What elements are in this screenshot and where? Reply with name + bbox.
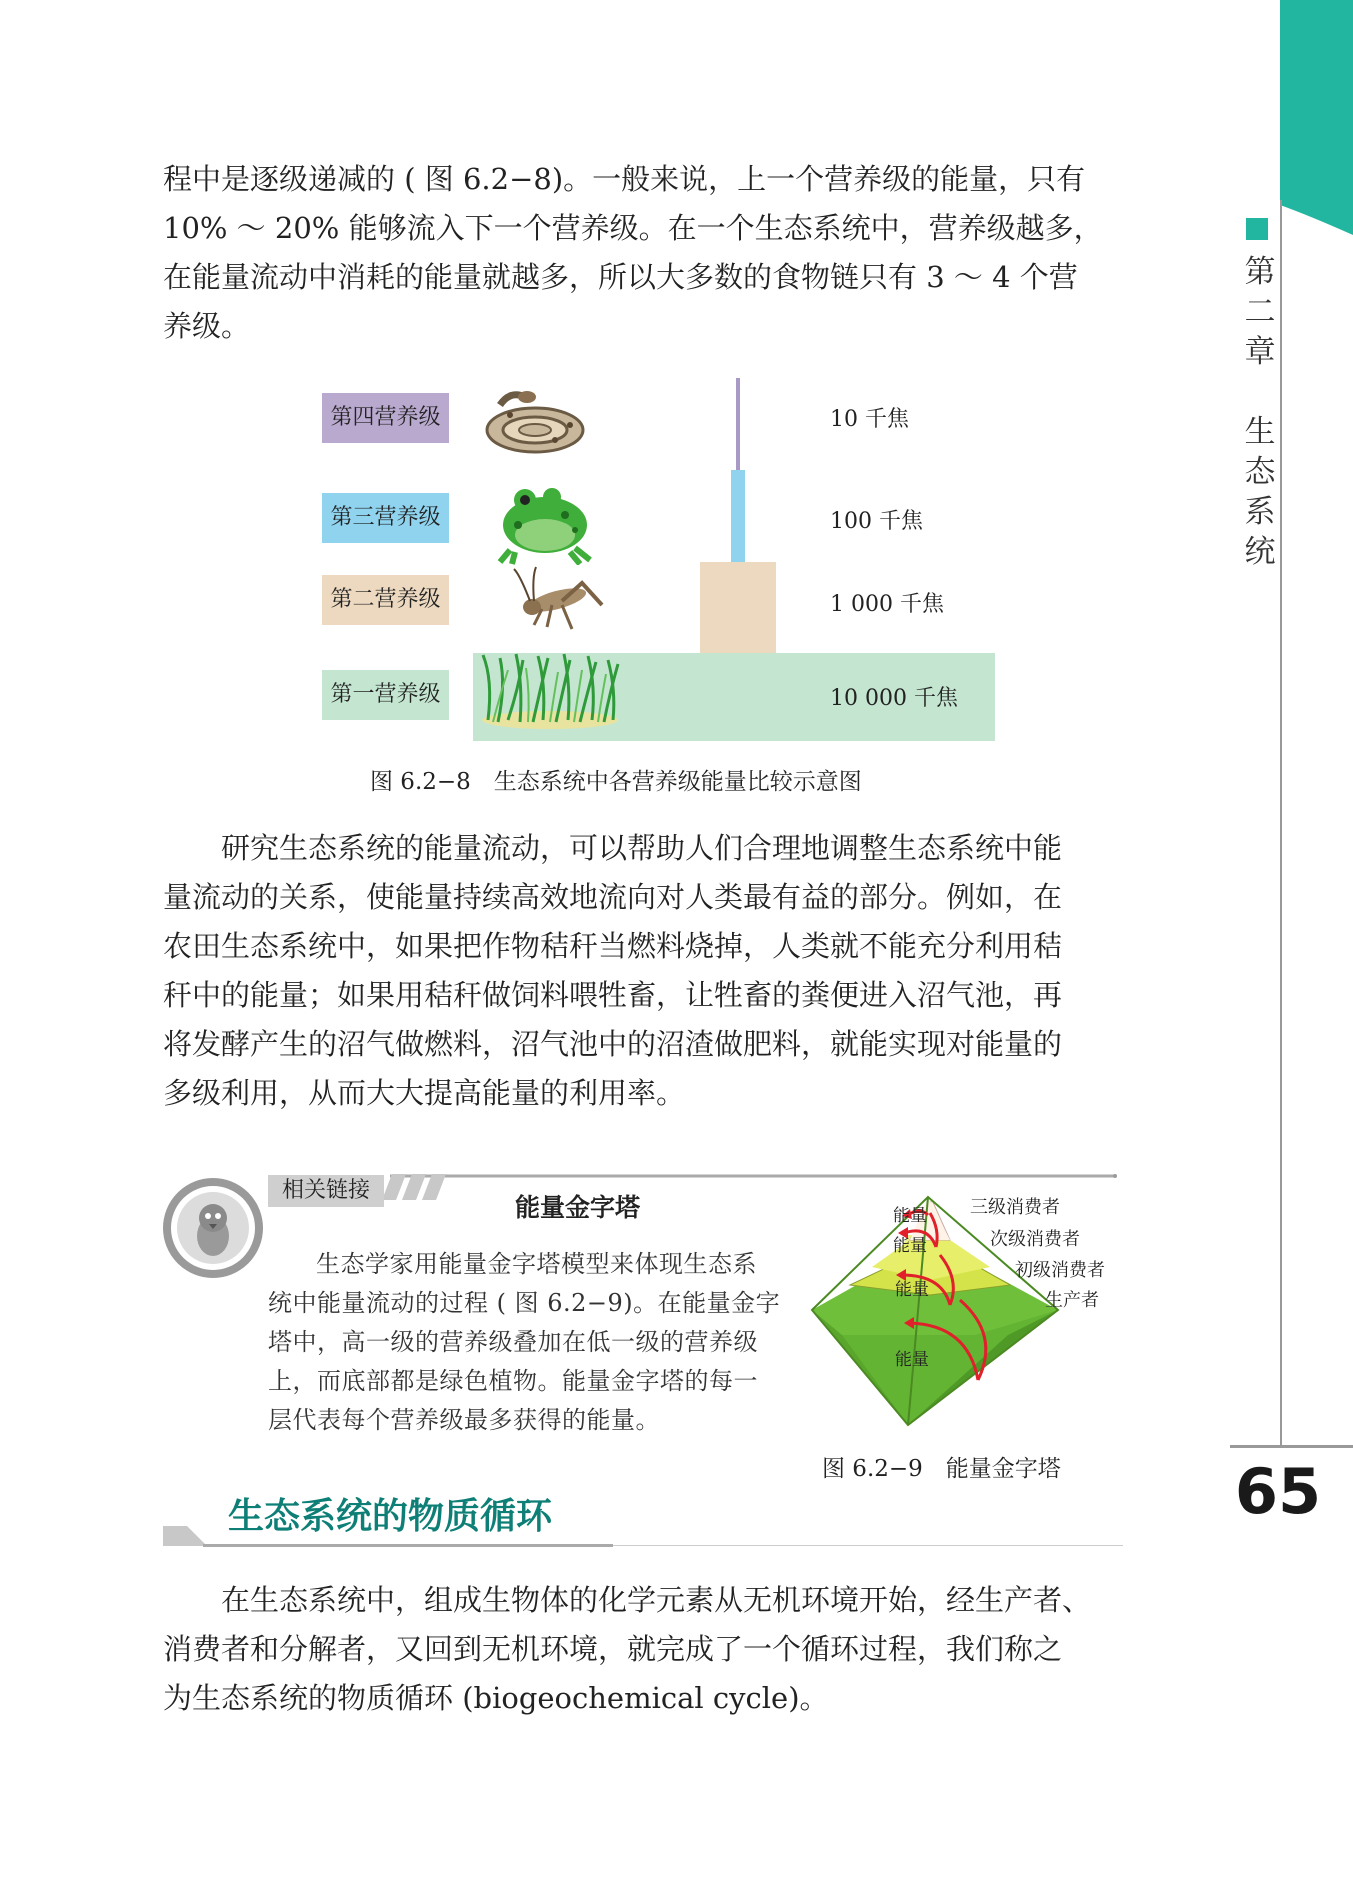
tier-label-primary: 初级消费者 [1015, 1260, 1105, 1281]
energy-bar-level4 [736, 378, 740, 470]
energy-bar-level3 [731, 470, 745, 562]
grasshopper-icon [512, 565, 607, 635]
pyramid-energy-label: 能量 [895, 1350, 929, 1370]
figure-caption: 图 6.2−9 能量金字塔 [822, 1456, 1061, 1482]
energy-pyramid [810, 1185, 1070, 1430]
text-line: 在生态系统中，组成生物体的化学元素从无机环境开始，经生产者、 [221, 1583, 1092, 1617]
text-line: 10% ～ 20% 能够流入下一个营养级。在一个生态系统中，营养级越多， [163, 211, 1103, 245]
level-label-2: 第二营养级 [322, 575, 449, 625]
body-paragraph [163, 824, 1123, 1118]
text-line: 为生态系统的物质循环 (biogeochemical cycle)。 [163, 1681, 829, 1715]
related-link-text [268, 1245, 798, 1440]
frog-icon [490, 480, 600, 565]
energy-value-1: 10 000 千焦 [830, 686, 958, 711]
intro-paragraph [163, 155, 1123, 351]
closing-paragraph [163, 1576, 1123, 1723]
page-number: 65 [1234, 1455, 1322, 1528]
level-label-3: 第三营养级 [322, 493, 449, 543]
energy-value-3: 100 千焦 [830, 509, 923, 534]
chapter-side-tab [1278, 0, 1353, 1445]
mascot-icon [163, 1178, 263, 1278]
text-line: 养级。 [163, 309, 251, 343]
text-line: 秆中的能量；如果用秸秆做饲料喂牲畜，让牲畜的粪便进入沼气池，再 [163, 978, 1063, 1012]
energy-bar-level2 [700, 562, 776, 653]
side-divider-line [1280, 200, 1282, 1445]
pyramid-energy-label: 能量 [893, 1236, 927, 1256]
text-line: 统中能量流动的过程 ( 图 6.2−9)。在能量金字 [268, 1289, 781, 1317]
text-line: 程中是逐级递减的 ( 图 6.2−8)。一般来说，上一个营养级的能量，只有 [163, 162, 1086, 196]
text-line: 消费者和分解者，又回到无机环境，就完成了一个循环过程，我们称之 [163, 1632, 1063, 1666]
tier-label-producer: 生产者 [1045, 1290, 1099, 1311]
text-line: 量流动的关系，使能量持续高效地流向对人类最有益的部分。例如，在 [163, 880, 1063, 914]
page-number-rule [1230, 1445, 1353, 1448]
text-line: 生态学家用能量金字塔模型来体现生态系 [316, 1250, 757, 1278]
text-line: 塔中，高一级的营养级叠加在低一级的营养级 [268, 1328, 758, 1356]
level-label-1: 第一营养级 [322, 670, 449, 720]
level-label-4: 第四营养级 [322, 393, 449, 443]
text-line: 将发酵产生的沼气做燃料，沼气池中的沼渣做肥料，就能实现对能量的 [163, 1027, 1063, 1061]
energy-value-4: 10 千焦 [830, 407, 909, 432]
related-link-title: 能量金字塔 [515, 1193, 641, 1222]
text-line: 层代表每个营养级最多获得的能量。 [268, 1406, 660, 1434]
chapter-label: 第 二 章 生 态 系 统 [1244, 254, 1276, 570]
text-line: 多级利用，从而大大提高能量的利用率。 [163, 1076, 686, 1110]
energy-value-2: 1 000 千焦 [830, 592, 944, 617]
text-line: 研究生态系统的能量流动，可以帮助人们合理地调整生态系统中能 [221, 831, 1063, 865]
text-line: 在能量流动中消耗的能量就越多，所以大多数的食物链只有 3 ～ 4 个营 [163, 260, 1078, 294]
section-title: 生态系统的物质循环 [228, 1496, 553, 1537]
tier-label-tertiary: 三级消费者 [970, 1197, 1060, 1218]
related-link-badge: 相关链接 [268, 1175, 384, 1207]
chapter-marker-square [1246, 218, 1268, 240]
text-line: 上，而底部都是绿色植物。能量金字塔的每一 [268, 1367, 758, 1395]
text-line: 农田生态系统中，如果把作物秸秆当燃料烧掉，人类就不能充分利用秸 [163, 929, 1063, 963]
tier-label-secondary: 次级消费者 [990, 1229, 1080, 1250]
snake-icon [480, 385, 600, 460]
grass-icon [478, 650, 623, 732]
pyramid-energy-label: 能量 [895, 1280, 929, 1300]
pyramid-energy-label: 能量 [893, 1206, 927, 1226]
figure-caption: 图 6.2−8 生态系统中各营养级能量比较示意图 [370, 769, 862, 795]
